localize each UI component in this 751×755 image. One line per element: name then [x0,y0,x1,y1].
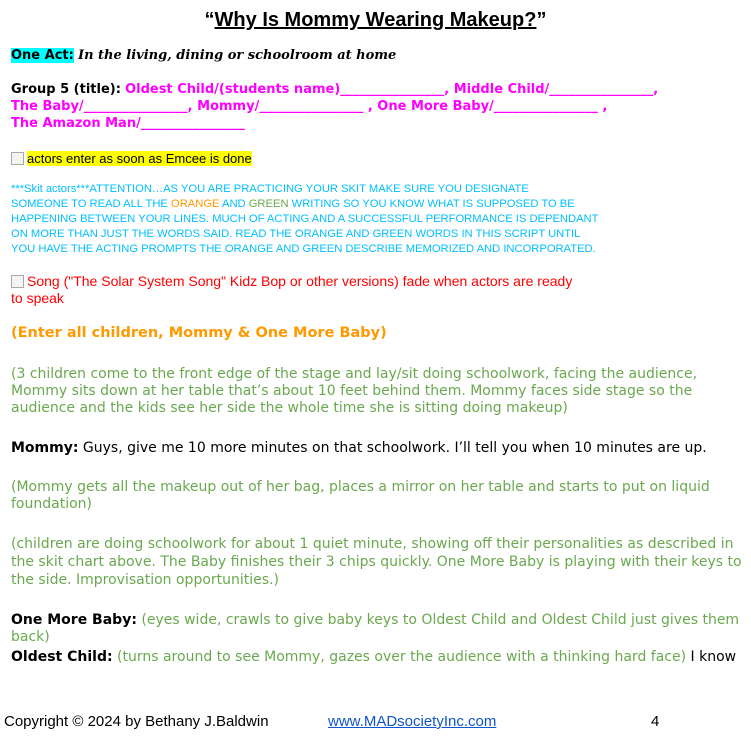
stage-direction-3-line-2: the skit chart above. The Baby finishes their 3 chips quickly. One More Baby is playing with their keys to [11,554,742,570]
attention-text: AND [219,198,249,210]
group-line-1 [11,81,711,99]
attention-line-2 [11,197,711,213]
stage-direction-3-line-3: the side. Improvisation opportunities.) [11,572,279,588]
attention-line-4: ON MORE THAN JUST THE WORDS SAID. READ THE ORANGE AND GREEN WORDS IN THIS SCRIPT UNTIL [11,228,581,240]
speaker-mommy: Mommy: [11,440,79,456]
cue-actors-enter [11,148,711,167]
page-number: 4 [651,713,660,730]
direction: (turns around to see Mommy, gazes over the audience with a thinking hard face) [112,649,687,665]
close-quote: ” [536,9,547,31]
checkbox[interactable] [11,275,24,288]
stage-direction-1-line-3: audience and the kids see her side the whole time she is sitting doing makeup) [11,400,568,416]
attention-line-5: YOU HAVE THE ACTING PROMPTS THE ORANGE AND GREEN DESCRIBE MEMORIZED AND INCORPORATED. [11,243,596,255]
attention-text: WRITING SO YOU KNOW WHAT IS SUPPOSED TO BE [288,198,575,210]
song-cue [11,272,711,290]
stage-direction-2-line-1: (Mommy gets all the makeup out of her bag, places a mirror on her table and starts to put on liquid [11,479,710,495]
one-more-baby-line [11,611,740,629]
green-word: GREEN [248,198,289,210]
checkbox[interactable] [11,152,24,165]
group-roles-2: The Baby/________________, Mommy/________________ , One More Baby/________________ , [11,99,608,114]
copyright: Copyright © 2024 by Bethany J.Baldwin [4,713,269,730]
mommy-line [11,439,711,457]
script-title [0,9,751,32]
website-link[interactable]: www.MADsocietyInc.com [328,713,497,730]
direction-continued: back) [11,629,50,645]
orange-word: ORANGE [171,198,220,210]
group-label: Group 5 (title): [11,82,121,97]
attention-line-3: HAPPENING BETWEEN YOUR LINES. MUCH OF ACTING AND A SUCCESSFUL PERFORMANCE IS DEPENDANT [11,213,599,225]
stage-direction-1-line-2: Mommy sits down at her table that’s about 10 feet behind them. Mommy faces side stage so the [11,383,693,399]
direction: (eyes wide, crawls to give baby keys to Oldest Child and Oldest Child just gives them [136,612,740,628]
dialogue: Guys, give me 10 more minutes on that schoolwork. I’ll tell you when 10 minutes are up. [78,440,707,456]
speaker-one-more-baby: One More Baby: [11,612,137,628]
stage-direction-3-line-1: (children are doing schoolwork for about 1 quiet minute, showing off their personalities as described in [11,536,734,552]
dialogue: I know [686,649,737,665]
title-text: Why Is Mommy Wearing Makeup? [214,9,537,31]
attention-text: SOMEONE TO READ ALL THE [11,198,171,210]
song-text-2: to speak [11,290,64,306]
speaker-oldest-child: Oldest Child: [11,649,113,665]
cue-text: actors enter as soon as Emcee is done [27,151,252,166]
song-text-1: Song ("The Solar System Song" Kidz Bop or other versions) fade when actors are ready [27,273,573,289]
attention-line-1: ***Skit actors***ATTENTION…AS YOU ARE PRACTICING YOUR SKIT MAKE SURE YOU DESIGNATE [11,183,529,195]
group-roles-1: Oldest Child/(students name)________________, Middle Child/________________, [125,82,659,97]
enter-direction: (Enter all children, Mommy & One More Baby) [11,325,387,341]
oldest-child-line [11,648,737,666]
stage-direction-2-line-2: foundation) [11,496,92,512]
open-quote: “ [204,9,215,31]
act-line [11,47,711,65]
act-setting: In the living, dining or schoolroom at home [77,48,397,63]
group-roles-3: The Amazon Man/________________ [11,116,245,131]
stage-direction-1-line-1: (3 children come to the front edge of the stage and lay/sit doing schoolwork, facing the audience, [11,366,698,382]
act-label: One Act: [11,48,74,63]
